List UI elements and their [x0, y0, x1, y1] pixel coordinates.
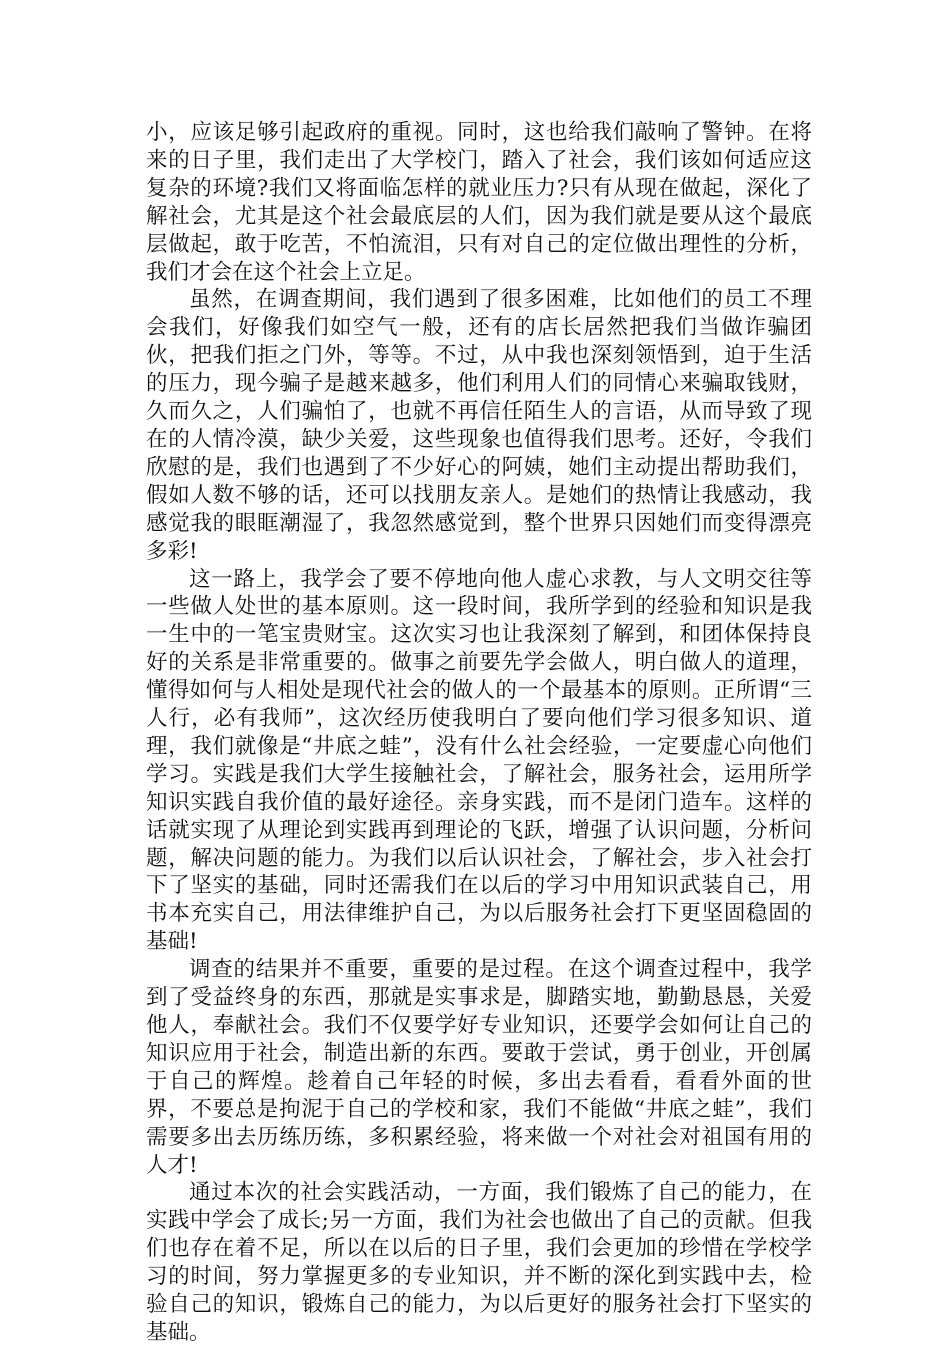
paragraph-continuation: 小，应该足够引起政府的重视。同时，这也给我们敲响了警钟。在将来的日子里，我们走出了大学校门，踏入了社会，我们该如何适应这复杂的环境?我们又将面临怎样的就业压力?只有从现在做起，深化了解社会，尤其是这个社会最底层的人们，因为我们就是要从这个最底层做起，敢于吃苦，不怕流泪，只有对自己的定位做出理性的分析，我们才会在这个社会上立足。 — [146, 120, 812, 285]
paragraph-process: 调查的结果并不重要，重要的是过程。在这个调查过程中，我学到了受益终身的东西，那就是实事求是，脚踏实地，勤勤恳恳，关爱他人，奉献社会。我们不仅要学好专业知识，还要学会如何让自己的知识应用于社会，制造出新的东西。要敢于尝试，勇于创业，开创属于自己的辉煌。趁着自己年轻的时候，多出去看看，看看外面的世界，不要总是拘泥于自己的学校和家，我们不能做“井底之蛙”，我们需要多出去历练历练，多积累经验，将来做一个对社会对祖国有用的人才! — [146, 957, 812, 1178]
paragraph-difficulties: 虽然，在调查期间，我们遇到了很多困难，比如他们的员工不理会我们，好像我们如空气一般，还有的店长居然把我们当做诈骗团伙，把我们拒之门外，等等。不过，从中我也深刻领悟到，迫于生活的压力，现今骗子是越来越多，他们利用人们的同情心来骗取钱财，久而久之，人们骗怕了，也就不再信任陌生人的言语，从而导致了现在的人情冷漠，缺少关爱，这些现象也值得我们思考。还好，令我们欣慰的是，我们也遇到了不少好心的阿姨，她们主动提出帮助我们，假如人数不够的话，还可以找朋友亲人。是她们的热情让我感动，我感觉我的眼眶潮湿了，我忽然感觉到，整个世界只因她们而变得漂亮多彩! — [146, 287, 812, 564]
paragraph-lessons: 这一路上，我学会了要不停地向他人虚心求教，与人文明交往等一些做人处世的基本原则。这一段时间，我所学到的经验和知识是我一生中的一笔宝贵财宝。这次实习也让我深刻了解到，和团体保持良好的关系是非常重要的。做事之前要先学会做人，明白做人的道理，懂得如何与人相处是现代社会的做人的一个最基本的原则。正所谓“三人行，必有我师”，这次经历使我明白了要向他们学习很多知识、道理，我们就像是“井底之蛙”，没有什么社会经验，一定要虚心向他们学习。实践是我们大学生接触社会，了解社会，服务社会，运用所学知识实践自我价值的最好途径。亲身实践，而不是闭门造车。这样的话就实现了从理论到实践再到理论的飞跃，增强了认识问题，分析问题，解决问题的能力。为我们以后认识社会，了解社会，步入社会打下了坚实的基础，同时还需我们在以后的学习中用知识武装自己，用书本充实自己，用法律维护自己，为以后服务社会打下更坚固稳固的基础! — [146, 566, 812, 955]
paragraph-conclusion: 通过本次的社会实践活动，一方面，我们锻炼了自己的能力，在实践中学会了成长;另一方面，我们为社会也做出了自己的贡献。但我们也存在着不足，所以在以后的日子里，我们会更加的珍惜在学校学习的时间，努力掌握更多的专业知识，并不断的深化到实践中去，检验自己的知识，锻炼自己的能力，为以后更好的服务社会打下坚实的基础。 — [146, 1180, 812, 1345]
document-page — [146, 119, 812, 1347]
